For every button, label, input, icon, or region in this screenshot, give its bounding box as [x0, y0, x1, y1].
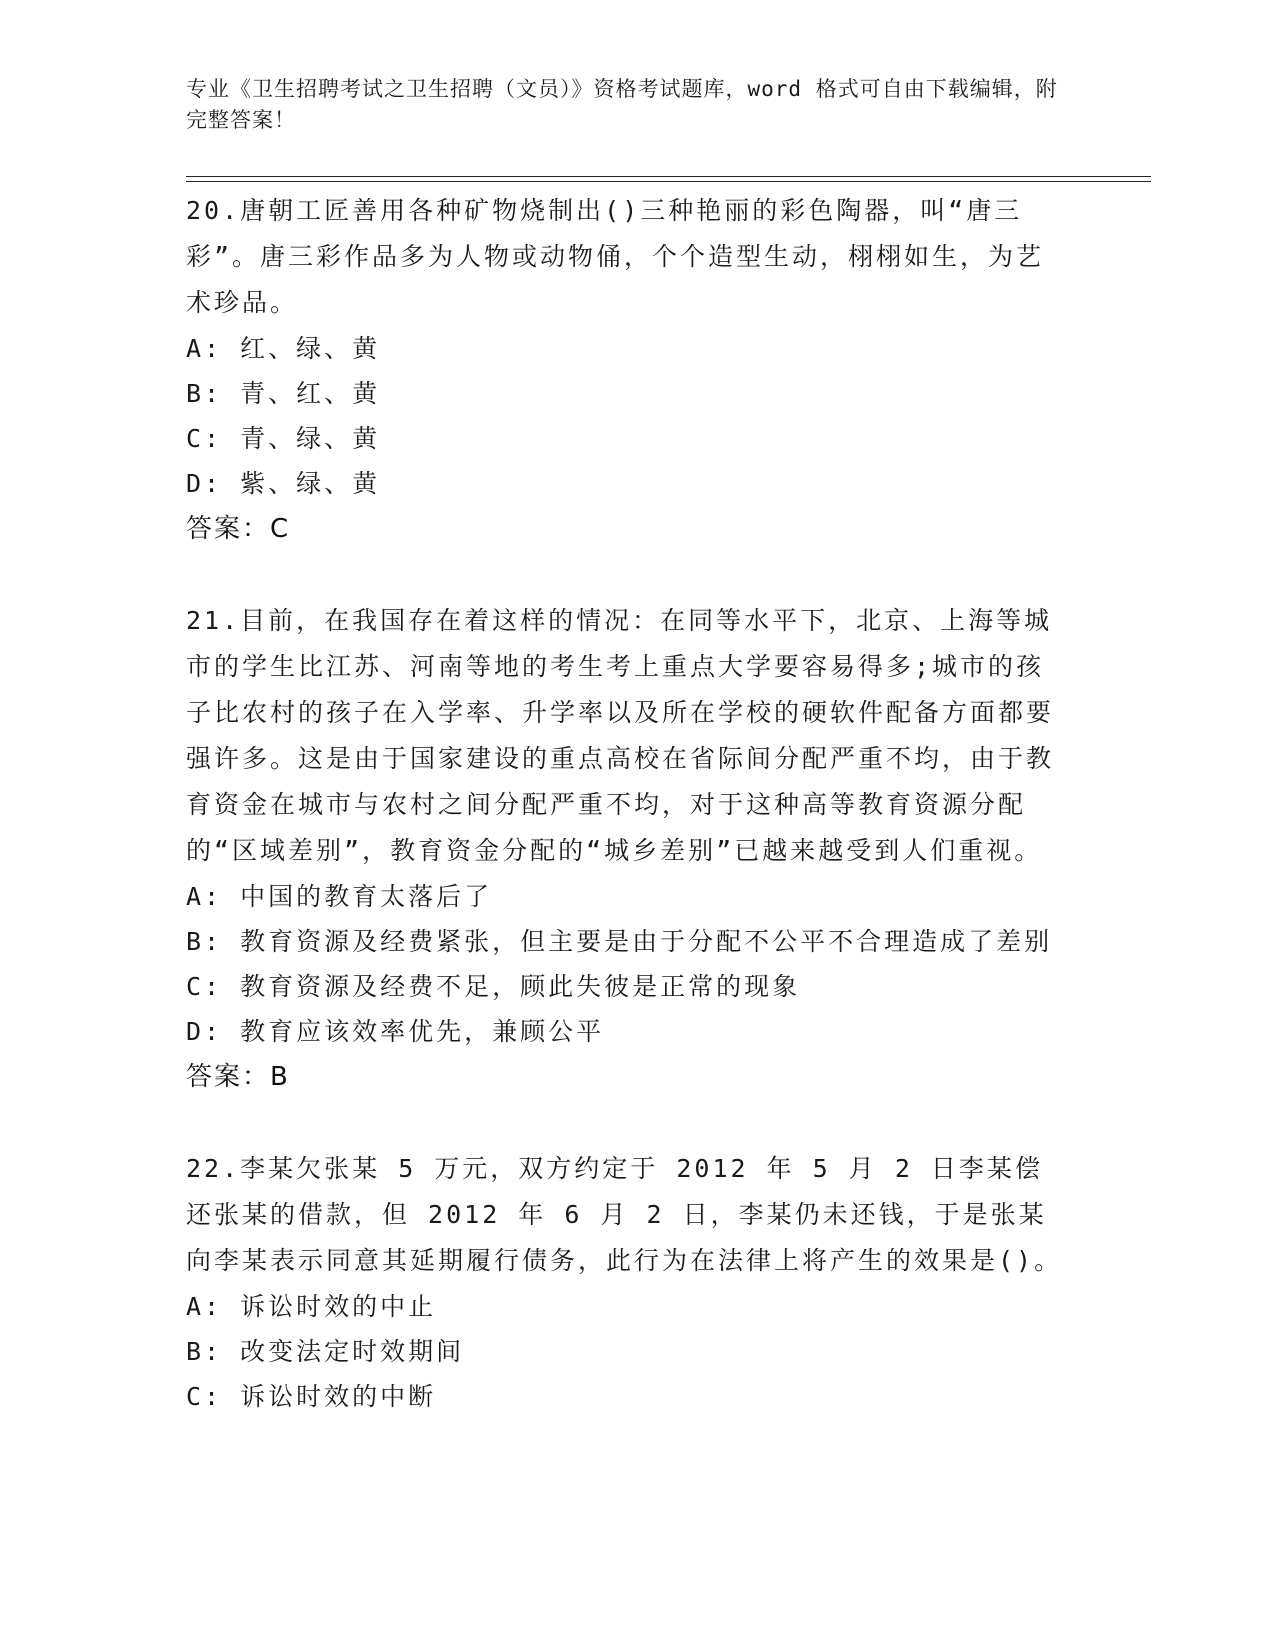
- option-c: C: 教育资源及经费不足，顾此失彼是正常的现象: [186, 972, 801, 1001]
- option-b: B: 教育资源及经费紧张，但主要是由于分配不公平不合理造成了差别: [186, 927, 1053, 956]
- option-d: D: 紫、绿、黄: [186, 469, 381, 498]
- header-divider-top: [186, 176, 1151, 177]
- question-stem: 21.目前，在我国存在着这样的情况：在同等水平下，北京、上海等城市的学生比江苏、河南等地的考生考上重点大学要容易得多;城市的孩子比农村的孩子在入学率、升学率以及所在学校的硬软件配备方面都要强许多。这是由于国家建设的重点高校在省际间分配严重不均，由于教育资金在城市与农村之间分配严重不均，对于这种高等教育资源分配的“区域差别”，教育资金分配的“城乡差别”已越来越受到人们重视。: [186, 606, 1055, 865]
- question-20: [186, 188, 1066, 553]
- question-21: [186, 598, 1066, 1101]
- question-22: [186, 1146, 1066, 1419]
- document-header: 专业《卫生招聘考试之卫生招聘（文员）》资格考试题库，word 格式可自由下载编辑，附完整答案！: [186, 77, 1058, 132]
- answer-line: 答案：B: [186, 1062, 290, 1092]
- option-c: C: 青、绿、黄: [186, 424, 381, 453]
- option-b: B: 青、红、黄: [186, 379, 381, 408]
- option-a: A: 红、绿、黄: [186, 334, 381, 363]
- question-list: [186, 188, 1066, 1419]
- spacer: [186, 1101, 1066, 1146]
- option-a: A: 诉讼时效的中止: [186, 1292, 437, 1321]
- option-b: B: 改变法定时效期间: [186, 1337, 465, 1366]
- header-divider-bottom: [186, 181, 1151, 182]
- question-stem: 22.李某欠张某 5 万元，双方约定于 2012 年 5 月 2 日李某偿还张某的借款，但 2012 年 6 月 2 日，李某仍未还钱，于是张某向李某表示同意其延期履行债务，此行为在法律上将产生的效果是()。: [186, 1154, 1063, 1275]
- option-a: A: 中国的教育太落后了: [186, 882, 493, 911]
- option-d: D: 教育应该效率优先，兼顾公平: [186, 1017, 605, 1046]
- option-c: C: 诉讼时效的中断: [186, 1382, 437, 1411]
- question-stem: 20.唐朝工匠善用各种矿物烧制出()三种艳丽的彩色陶器，叫“唐三彩”。唐三彩作品多为人物或动物俑，个个造型生动，栩栩如生，为艺术珍品。: [186, 196, 1045, 317]
- spacer: [186, 553, 1066, 598]
- answer-line: 答案：C: [186, 514, 291, 544]
